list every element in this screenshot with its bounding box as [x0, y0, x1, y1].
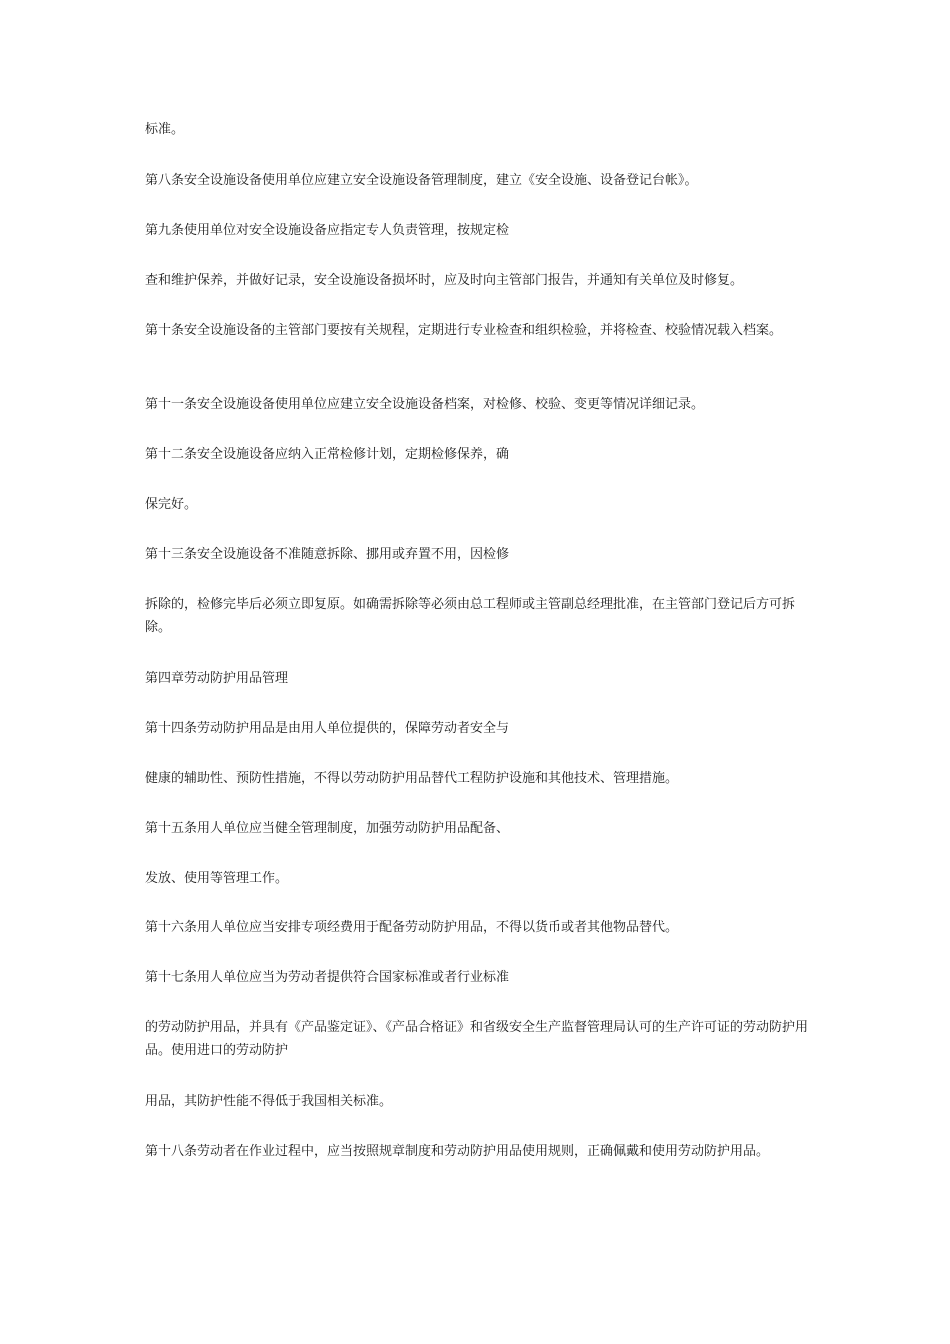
paragraph-article-14: 第十四条劳动防护用品是由用人单位提供的，保障劳动者安全与 [145, 721, 510, 736]
paragraph-article-17-end: 用品，其防护性能不得低于我国相关标准。 [145, 1094, 393, 1109]
paragraph-article-14-cont: 健康的辅助性、预防性措施，不得以劳动防护用品替代工程防护设施和其他技术、管理措施。 [145, 771, 679, 786]
paragraph-article-17: 第十七条用人单位应当为劳动者提供符合国家标准或者行业标准 [145, 970, 510, 985]
paragraph-article-17-cont: 的劳动防护用品，并具有《产品鉴定证》、《产品合格证》和省级安全生产监督管理局认可的生产许可证的劳动防护用品。使用进口的劳动防护 [145, 1020, 809, 1058]
paragraph-article-8: 第八条安全设施设备使用单位应建立安全设施设备管理制度，建立《安全设施、设备登记台帐》。 [145, 173, 698, 188]
paragraph-article-9-cont: 查和维护保养，并做好记录，安全设施设备损坏时，应及时向主管部门报告，并通知有关单位及时修复。 [145, 273, 744, 288]
paragraph-article-10: 第十条安全设施设备的主管部门要按有关规程，定期进行专业检查和组织检验，并将检查、校验情况载入档案。 [145, 323, 783, 338]
chapter-4-heading: 第四章劳动防护用品管理 [145, 671, 289, 686]
paragraph-article-15-cont: 发放、使用等管理工作。 [145, 871, 289, 886]
paragraph-article-11: 第十一条安全设施设备使用单位应建立安全设施设备档案，对检修、校验、变更等情况详细记录。 [145, 397, 705, 412]
paragraph-article-12: 第十二条安全设施设备应纳入正常检修计划，定期检修保养，确 [145, 447, 510, 462]
paragraph-article-18: 第十八条劳动者在作业过程中，应当按照规章制度和劳动防护用品使用规则，正确佩戴和使用劳动防护用品。 [145, 1144, 770, 1159]
paragraph-article-13: 第十三条安全设施设备不准随意拆除、挪用或弃置不用，因检修 [145, 547, 510, 562]
paragraph-article-15: 第十五条用人单位应当健全管理制度，加强劳动防护用品配备、 [145, 821, 510, 836]
paragraph-standard-end: 标准。 [145, 122, 185, 137]
paragraph-article-13-cont: 拆除的，检修完毕后必须立即复原。如确需拆除等必须由总工程师或主管副总经理批准，在主管部门登记后方可拆除。 [145, 597, 796, 635]
paragraph-article-16: 第十六条用人单位应当安排专项经费用于配备劳动防护用品，不得以货币或者其他物品替代。 [145, 920, 679, 935]
paragraph-article-12-cont: 保完好。 [145, 497, 198, 512]
paragraph-article-9: 第九条使用单位对安全设施设备应指定专人负责管理，按规定检 [145, 223, 510, 238]
